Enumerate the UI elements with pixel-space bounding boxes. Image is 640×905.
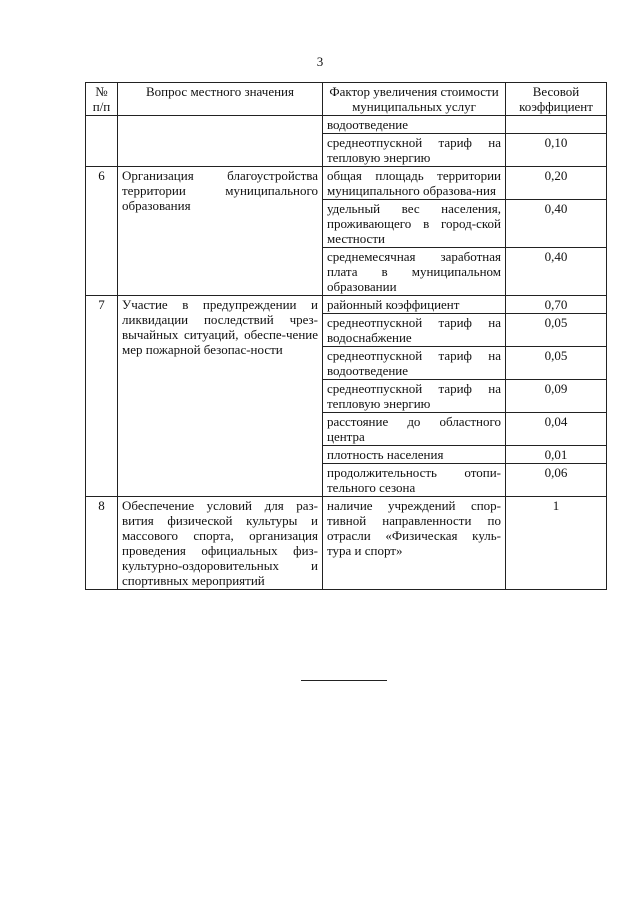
factor-cell: удельный вес населения, проживающего в город-ской местности (323, 200, 506, 248)
coef-cell: 1 (506, 497, 607, 590)
coef-cell: 0,05 (506, 347, 607, 380)
factor-cell: среднемесячная заработная плата в муниципальном образовании (323, 248, 506, 296)
factor-cell: среднеотпускной тариф на водоснабжение (323, 314, 506, 347)
factor-cell: плотность населения (323, 446, 506, 464)
factor-cell: районный коэффициент (323, 296, 506, 314)
row-num-cell: 8 (86, 497, 118, 590)
row-num-cell (86, 116, 118, 167)
row-question-cell (118, 116, 323, 167)
header-question: Вопрос местного значения (118, 83, 323, 116)
factor-cell: продолжительность отопи-тельного сезона (323, 464, 506, 497)
table-row (86, 116, 607, 134)
table-row (86, 296, 607, 314)
row-question-cell: Участие в предупреждении и ликвидации последствий чрез-вычайных ситуаций, обеспе-чение мер пожарной безопас-ности (118, 296, 323, 497)
header-factor: Фактор увеличения стоимости муниципальных услуг (323, 83, 506, 116)
table-row (86, 167, 607, 200)
factor-cell: наличие учреждений спор-тивной направленности по отрасли «Физическая куль-тура и спорт» (323, 497, 506, 590)
factor-cell: среднеотпускной тариф на тепловую энергию (323, 134, 506, 167)
coef-cell: 0,09 (506, 380, 607, 413)
row-num-cell: 6 (86, 167, 118, 296)
coef-cell: 0,40 (506, 200, 607, 248)
factor-cell: среднеотпускной тариф на тепловую энергию (323, 380, 506, 413)
table-row (86, 497, 607, 590)
header-coefficient: Весовой коэффициент (506, 83, 607, 116)
header-num: № п/п (86, 83, 118, 116)
row-question-cell: Обеспечение условий для раз-вития физической культуры и массового спорта, организация проведения официальных физ-культурно-оздоровительных и спортивных мероприятий (118, 497, 323, 590)
coef-cell: 0,05 (506, 314, 607, 347)
coef-cell: 0,04 (506, 413, 607, 446)
table-header-row (86, 83, 607, 116)
end-of-document-line (301, 680, 387, 681)
factor-cell: водоотведение (323, 116, 506, 134)
page-number: 3 (316, 54, 324, 69)
factor-cell: среднеотпускной тариф на водоотведение (323, 347, 506, 380)
coefficients-table (85, 82, 607, 590)
row-question-cell: Организация благоустройства территории муниципального образования (118, 167, 323, 296)
row-num-cell: 7 (86, 296, 118, 497)
coef-cell: 0,01 (506, 446, 607, 464)
coef-cell: 0,20 (506, 167, 607, 200)
coef-cell: 0,70 (506, 296, 607, 314)
coef-cell: 0,10 (506, 134, 607, 167)
coef-cell (506, 116, 607, 134)
factor-cell: расстояние до областного центра (323, 413, 506, 446)
factor-cell: общая площадь территории муниципального образова-ния (323, 167, 506, 200)
coef-cell: 0,40 (506, 248, 607, 296)
coef-cell: 0,06 (506, 464, 607, 497)
